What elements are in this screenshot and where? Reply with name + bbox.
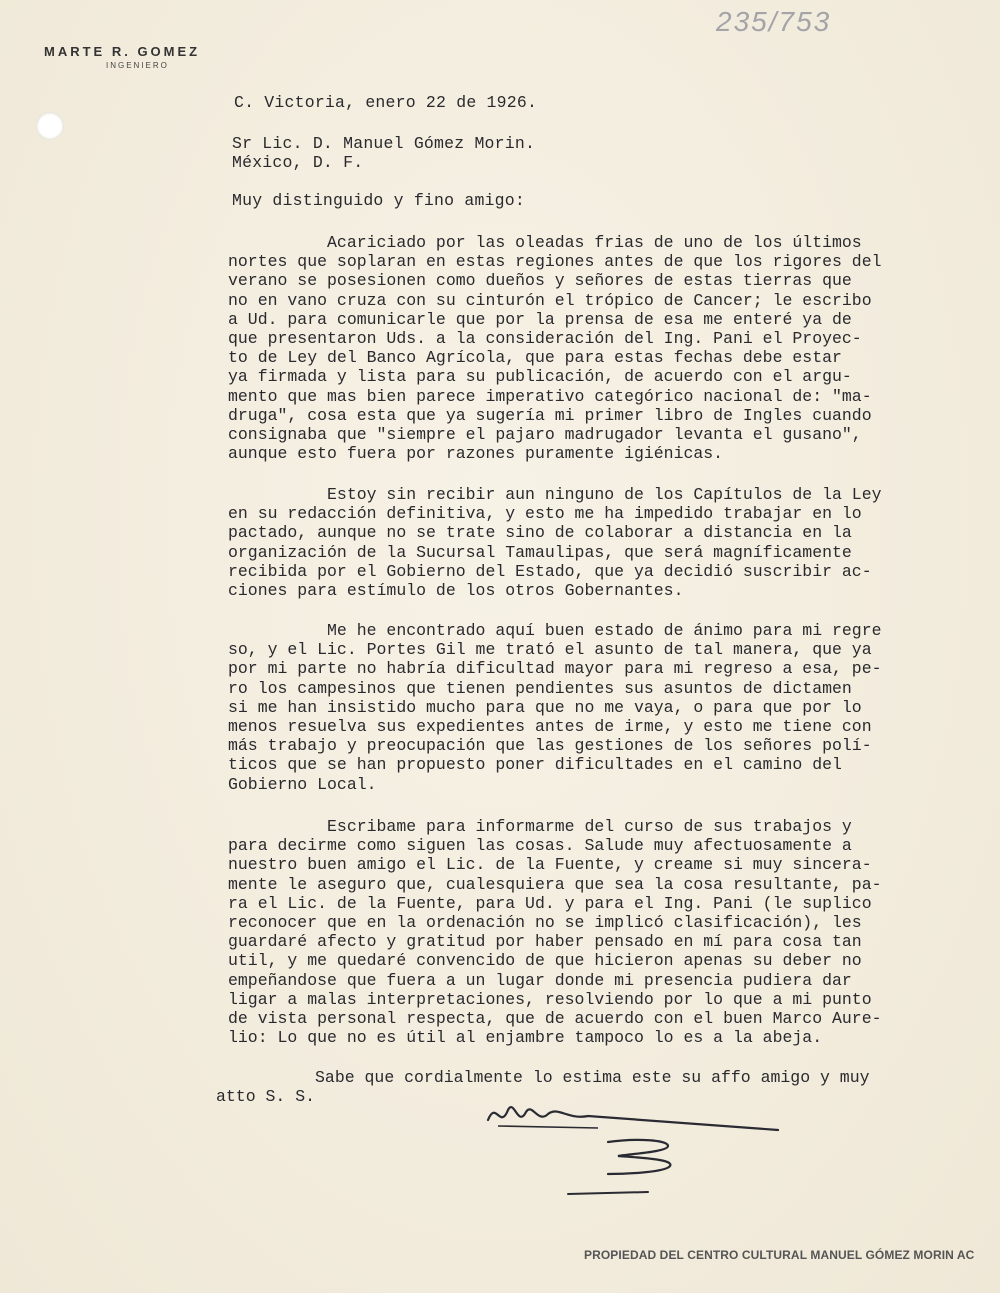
archive-number: 235/753: [716, 6, 832, 37]
recipient-city: México, D. F.: [232, 153, 364, 172]
letterhead: [44, 44, 200, 70]
closing: Sabe que cordialmente lo estima este su affo amigo y muy atto S. S.: [216, 1068, 870, 1106]
paragraph-1: Acariciado por las oleadas frias de uno de los últimos nortes que soplaran en estas regiones antes de que los rigores del verano se posesionen como dueños y señores de estas tierras que no en vano cruza con su cinturón el trópico de Cancer; le escribo a Ud. para comunicarle que por la prensa de esa me enteré ya de que presentaron Uds. a la consideración del Ing. Pani el Proyec- to de Ley del Banco Agrícola, que para estas fechas debe estar ya firmada y lista para su publicación, de acuerdo con el argu- mento que mas bien parece imperativo categórico nacional de: "ma- druga", cosa esta que ya sugería mi primer libro de Ingles cuando consignaba que "siempre el pajaro madrugador levanta el gusano", aunque esto fuera por razones puramente igiénicas.: [228, 233, 882, 464]
handwritten-signature: [478, 1090, 798, 1200]
archive-footer: PROPIEDAD DEL CENTRO CULTURAL MANUEL GÓMEZ MORIN AC: [584, 1248, 975, 1262]
punch-hole: [36, 112, 64, 140]
paragraph-4: Escribame para informarme del curso de sus trabajos y para decirme como siguen las cosas. Salude muy afectuosamente a nuestro buen amigo el Lic. de la Fuente, y creame si muy sincera- mente le aseguro que, cualesquiera que sea la cosa resultante, pa- ra el Lic. de la Fuente, para Ud. y para el Ing. Pani (le suplico reconocer que en la ordenación no se implicó clasificación), les guardaré afecto y gratitud por haber pensado en mí para cosa tan util, y me quedaré convencido de que hicieron apenas su deber no empeñandose que fuera a un lugar donde mi presencia pudiera dar ligar a malas interpretaciones, resolviendo por lo que a mi punto de vista personal respecta, que de acuerdo con el buen Marco Aure- lio: Lo que no es útil al enjambre tampoco lo es a la abeja.: [228, 817, 882, 1048]
paragraph-2: Estoy sin recibir aun ninguno de los Capítulos de la Ley en su redacción definitiva, y esto me ha impedido trabajar en lo pactado, aunque no se trate sino de colaborar a distancia en la organización de la Sucursal Tamaulipas, que será magníficamente recibida por el Gobierno del Estado, que ya decidió suscribir ac- ciones para estímulo de los otros Gobernantes.: [228, 485, 882, 601]
letterhead-name: MARTE R. GOMEZ: [44, 44, 201, 59]
recipient-name: Sr Lic. D. Manuel Gómez Morin.: [232, 134, 536, 153]
date-line: C. Victoria, enero 22 de 1926.: [234, 93, 538, 112]
letterhead-title: INGENIERO: [106, 61, 169, 70]
greeting: Muy distinguido y fino amigo:: [232, 191, 525, 210]
paragraph-3: Me he encontrado aquí buen estado de ánimo para mi regre so, y el Lic. Portes Gil me trató el asunto de tal manera, que ya por mi parte no habría dificultad mayor para mi regreso a esa, pe- ro los campesinos que tienen pendientes sus asuntos de dictamen si me han insistido mucho para que no me vaya, o para que por lo menos resuelva sus expedientes antes de irme, y esto me tiene con más trabajo y preocupación que las gestiones de los señores polí- ticos que se han propuesto poner dificultades en el camino del Gobierno Local.: [228, 621, 882, 794]
